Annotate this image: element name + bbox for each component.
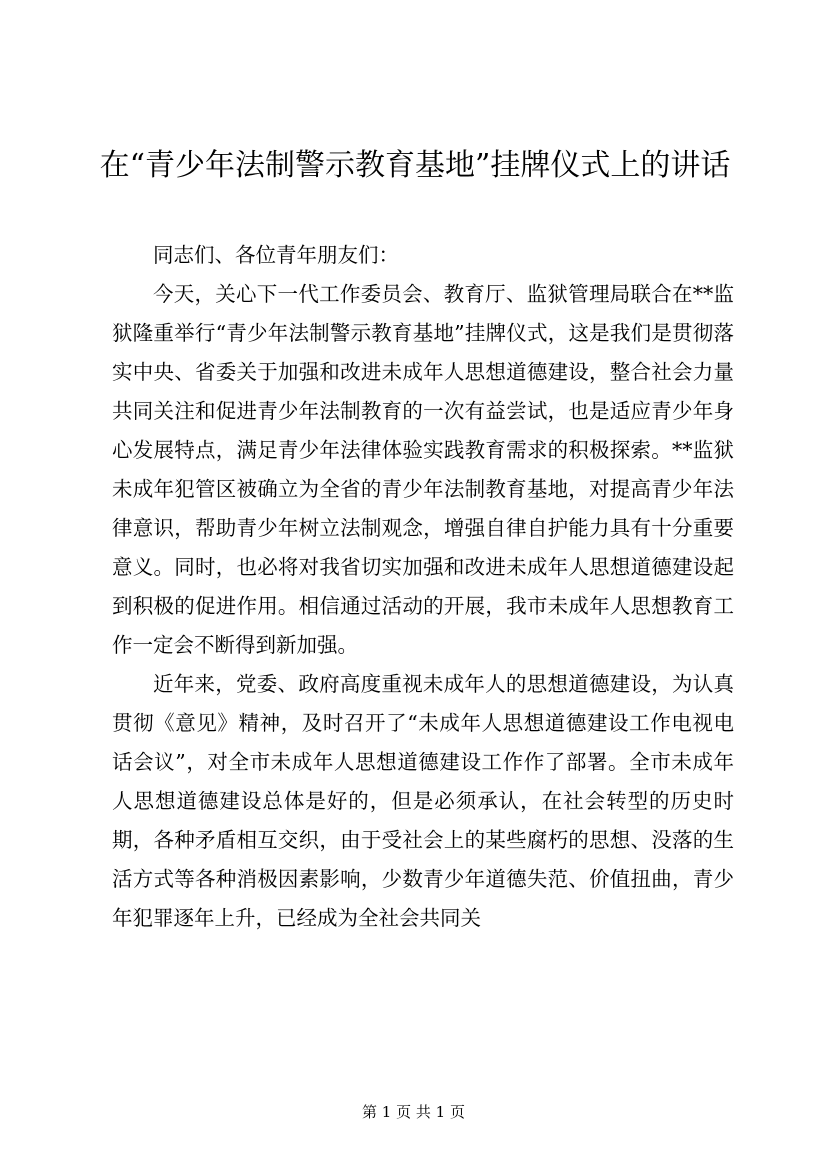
body-paragraph: 今天，关心下一代工作委员会、教育厅、监狱管理局联合在**监狱隆重举行“青少年法制警示教育基地”挂牌仪式，这是我们是贯彻落实中央、省委关于加强和改进未成年人思想道德建设，整合社会力量共同关注和促进青少年法制教育的一次有益尝试，也是适应青少年身心发展特点，满足青少年法律体验实践教育需求的积极探索。**监狱未成年犯管区被确立为全省的青少年法制教育基地，对提高青少年法律意识，帮助青少年树立法制观念，增强自律自护能力具有十分重要意义。同时，也必将对我省切实加强和改进未成年人思想道德建设起到积极的促进作用。相信通过活动的开展，我市未成年人思想教育工作一定会不断得到新加强。 xyxy=(112,282,734,657)
document-title: 在“青少年法制警示教育基地”挂牌仪式上的讲话 xyxy=(99,148,731,183)
salutation-paragraph: 同志们、各位青年朋友们： xyxy=(153,243,399,267)
document-body xyxy=(112,236,734,938)
body-paragraph: 近年来，党委、政府高度重视未成年人的思想道德建设，为认真贯彻《意见》精神，及时召开了“未成年人思想道德建设工作电视电话会议”，对全市未成年人思想道德建设工作作了部署。全市未成年人思想道德建设总体是好的，但是必须承认，在社会转型的历史时期，各种矛盾相互交织，由于受社会上的某些腐朽的思想、没落的生活方式等各种消极因素影响，少数青少年道德失范、价值扭曲，青少年犯罪逐年上升，已经成为全社会共同关 xyxy=(112,672,734,930)
page-footer: 第 1 页 共 1 页 xyxy=(362,1103,465,1121)
